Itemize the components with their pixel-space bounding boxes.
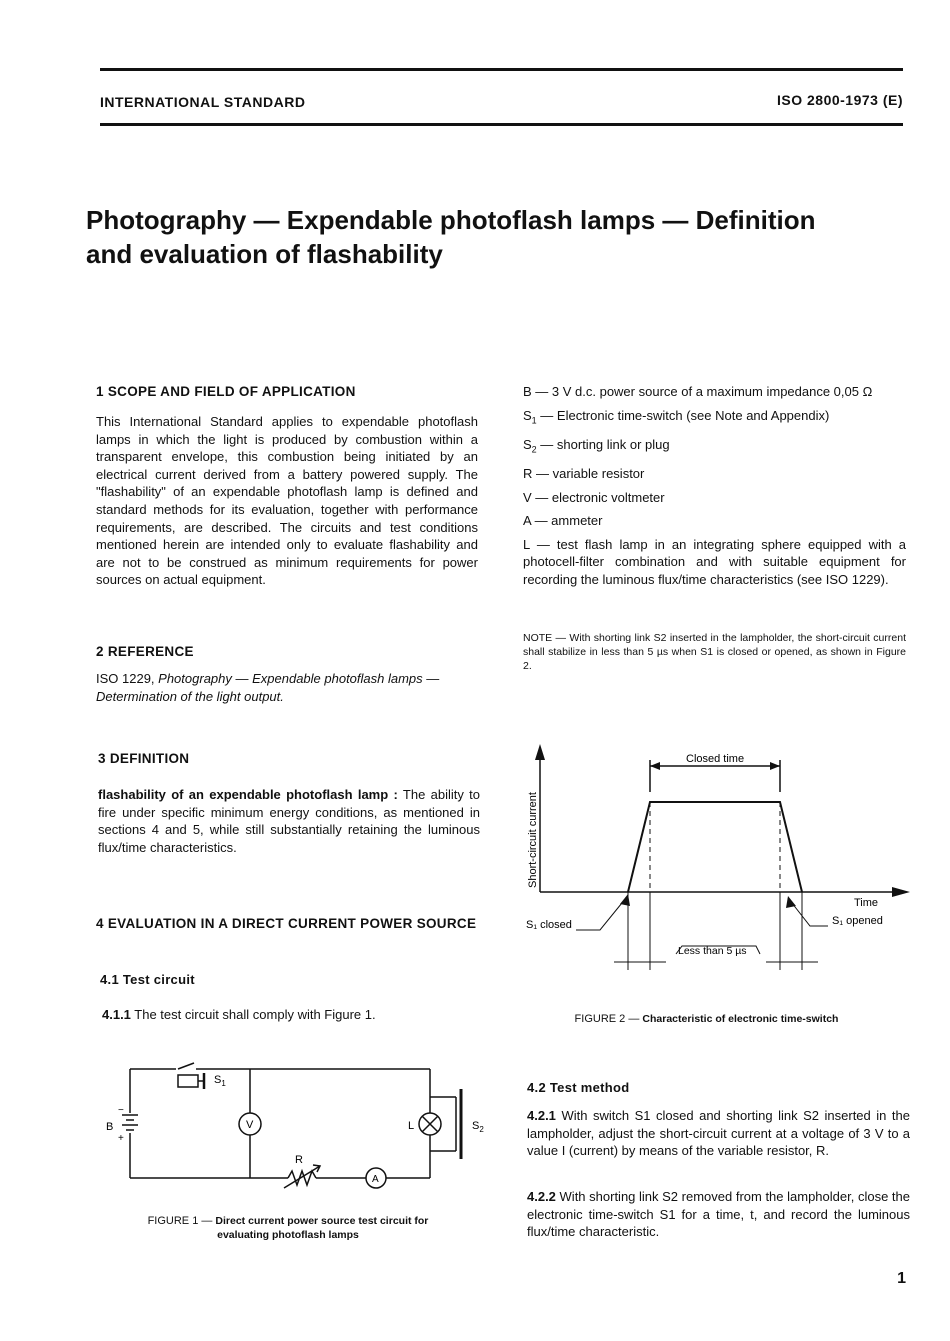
legend-b: B — 3 V d.c. power source of a maximum impedance 0,05 Ω [523, 384, 873, 399]
figure-1-label-minus: − [118, 1105, 124, 1116]
figure-2-time-label: Time [854, 897, 879, 909]
header-left: INTERNATIONAL STANDARD [100, 94, 306, 110]
legend-v: V — electronic voltmeter [523, 489, 665, 505]
figure-2-s1-opened: S₁ opened [832, 915, 883, 927]
figure-1-caption-bold-1: Direct current power source test circuit for [215, 1215, 429, 1227]
paragraph-4-1-1-number: 4.1.1 [102, 1007, 131, 1022]
figure-2-caption [523, 1013, 890, 1025]
page-title [86, 203, 906, 271]
definition-term: flashability of an expendable photoflash lamp : [98, 787, 398, 802]
section-3-heading: 3 DEFINITION [98, 751, 190, 766]
header-rule-top [100, 68, 903, 71]
figure-1-label-b: B [106, 1121, 114, 1133]
section-3-text [98, 786, 480, 856]
legend-list [523, 383, 906, 589]
legend-s1: $S_1$ — Electronic time-switch (see Note and Appendix) [523, 407, 830, 426]
paragraph-4-1-1-text: The test circuit shall comply with Figure 1. [130, 1007, 376, 1022]
title-line-1: Photography — Expendable photoflash lamps — Definition [86, 205, 816, 235]
legend-a: A — ammeter [523, 513, 603, 529]
header-right: ISO 2800-1973 (E) [776, 92, 903, 108]
paragraph-4-2-1-text: With switch S1 closed and shorting link S2 inserted in the lampholder, adjust the short-circuit current at a voltage of 3 V to a value I (current) by means of the variable resistor, R. [527, 1108, 910, 1159]
definition-text: The ability to fire under specific minimum energy conditions, as mentioned in sections 4 and 5, while still substantially retaining the luminous flux/time characteristics. [98, 787, 480, 855]
paragraph-4-2-1 [527, 1107, 910, 1160]
reference-title-1: Photography — Expendable photoflash lamps — [158, 671, 440, 686]
paragraph-4-1-1 [102, 1006, 482, 1024]
note: NOTE — With shorting link S2 inserted in the lampholder, the short-circuit current shall stabilize in less than 5 µs when S1 is closed or opened, as shown in Figure 2. [523, 632, 906, 672]
figure-2-less-than: Less than 5 µs [678, 945, 747, 957]
figure-2-chart [520, 740, 920, 975]
figure-2-caption-prefix: FIGURE 2 — [574, 1013, 643, 1025]
section-2-heading: 2 REFERENCE [96, 644, 194, 659]
legend-l: L — test flash lamp in an integrating sphere equipped with a photocell-filter combination and with suitable equipment for recording the luminous flux/time characteristics (see ISO 1229). [523, 536, 906, 587]
reference-code: ISO 1229, [96, 671, 159, 686]
figure-1-label-r: R [295, 1154, 303, 1166]
title-line-2: and evaluation of flashability [86, 239, 443, 269]
paragraph-4-2-2-number: 4.2.2 [527, 1189, 556, 1204]
figure-1-label-s2: $S_2$ [472, 1120, 484, 1134]
page-number: 1 [897, 1270, 906, 1287]
figure-1-label-a: A [372, 1174, 379, 1185]
section-4-heading: 4 EVALUATION IN A DIRECT CURRENT POWER SOURCE [96, 916, 477, 931]
figure-1-label-v: V [246, 1119, 254, 1131]
legend-s2: $S_2$ — shorting link or plug [523, 436, 670, 455]
paragraph-4-2-2 [527, 1188, 910, 1241]
header-rule-bottom [100, 123, 903, 126]
figure-1-label-plus: + [118, 1133, 124, 1144]
figure-2-closed-time: Closed time [686, 753, 745, 765]
figure-2-s1-closed: S₁ closed [526, 919, 572, 931]
figure-1-caption-prefix: FIGURE 1 — [147, 1215, 216, 1227]
figure-1-caption-bold-2: evaluating photoflash lamps [217, 1229, 359, 1241]
section-4-1-heading: 4.1 Test circuit [100, 972, 195, 987]
section-4-2-heading: 4.2 Test method [527, 1080, 630, 1095]
figure-2-caption-bold: Characteristic of electronic time-switch [642, 1013, 839, 1025]
legend-r: R — variable resistor [523, 465, 645, 481]
section-2-reference [96, 670, 484, 705]
figure-1-circuit [100, 1055, 500, 1195]
figure-1-label-s1: $S_1$ [214, 1074, 226, 1088]
figure-2-ylabel: Short-circuit current [527, 792, 539, 888]
reference-title-2: Determination of the light output. [96, 688, 284, 704]
figure-1-label-l: L [408, 1120, 415, 1132]
section-1-text: This International Standard applies to expendable photoflash lamps in which the light is produced by combustion within a transparent envelope, this combustion being initiated by an electrical current derived from a battery powered supply. The "flashability" of an expendable photoflash lamp is defined and standard methods for its evaluation, together with performance requirements, are described. The circuits and test conditions mentioned herein are intended only to evaluate flashability and are not to be construed as minimum requirements for power sources on actual equipment. [96, 414, 478, 588]
figure-1-caption [110, 1214, 466, 1242]
paragraph-4-2-2-text: With shorting link S2 removed from the lampholder, close the electronic time-switch S1 for a time, t, and record the luminous flux/time characteristic. [527, 1189, 910, 1240]
paragraph-4-2-1-number: 4.2.1 [527, 1108, 556, 1123]
section-1-heading: 1 SCOPE AND FIELD OF APPLICATION [96, 384, 356, 399]
